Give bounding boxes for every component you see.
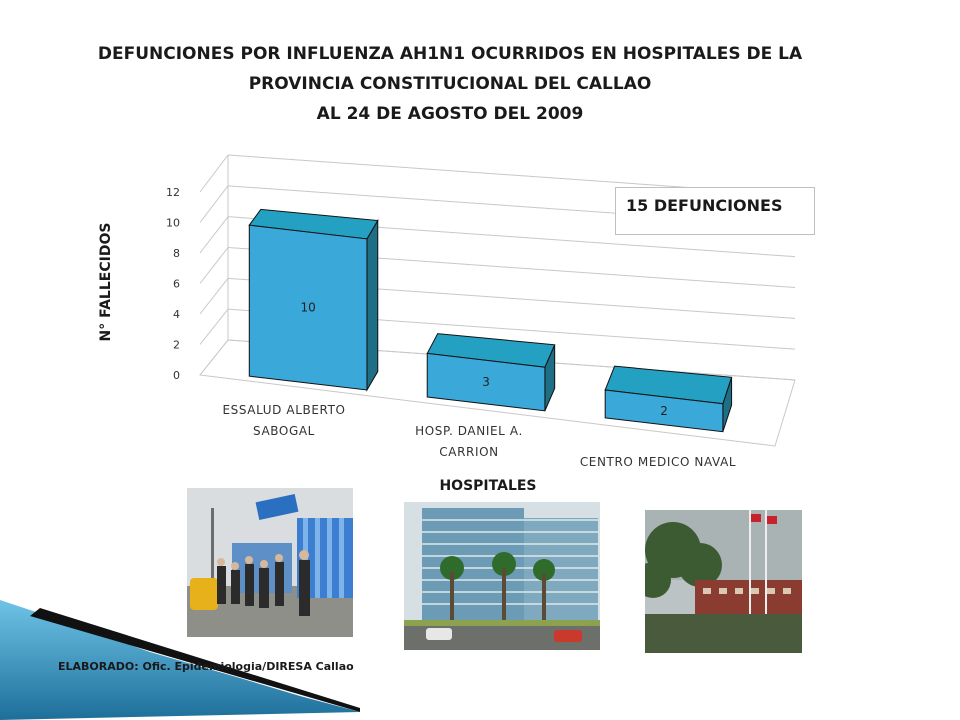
chart-title-line-1: DEFUNCIONES POR INFLUENZA AH1N1 OCURRIDOS EN HOSPITALES DE LA [97,44,803,64]
y-axis-title: N° FALLECIDOS [98,222,114,342]
decorative-swoosh [0,580,380,720]
y-tick-label-3: 6 [173,277,180,291]
total-deaths-annotation: 15 DEFUNCIONES [615,187,815,235]
chart-title-line-2: PROVINCIA CONSTITUCIONAL DEL CALLAO [248,74,652,94]
bar-side-0 [367,221,378,390]
data-label-1: 3 [482,375,490,390]
data-label-2: 2 [660,403,668,418]
y-tick-label-2: 4 [173,308,180,321]
category-label-1-0: HOSP. DANIEL A. [415,424,523,438]
data-label-0: 10 [300,300,316,315]
y-tick-label-5: 10 [166,216,180,230]
gridline-side-6 [200,155,228,192]
category-label-2-0: CENTRO MEDICO NAVAL [579,455,737,469]
y-tick-label-0: 0 [173,369,180,382]
category-label-0-0: ESSALUD ALBERTO [222,403,346,417]
category-label-0-1: SABOGAL [253,424,315,438]
footer-credit: ELABORADO: Ofic. Epidemiologia/DIRESA Callao [58,660,354,673]
gridline-side-5 [200,186,228,223]
y-tick-label-4: 8 [173,247,180,260]
chart-title-line-3: AL 24 DE AGOSTO DEL 2009 [316,104,584,124]
photo-hospital-carrion [404,502,600,650]
photo-centro-medico-naval [645,510,802,653]
y-tick-label-6: 12 [166,186,180,199]
y-tick-label-1: 2 [173,338,180,352]
gridline-side-2 [200,278,228,314]
gridline-side-4 [200,217,228,253]
gridline-side-1 [200,309,228,344]
gridline-side-3 [200,248,228,284]
x-axis-title: HOSPITALES [439,478,537,494]
category-label-1-1: CARRION [439,445,499,459]
